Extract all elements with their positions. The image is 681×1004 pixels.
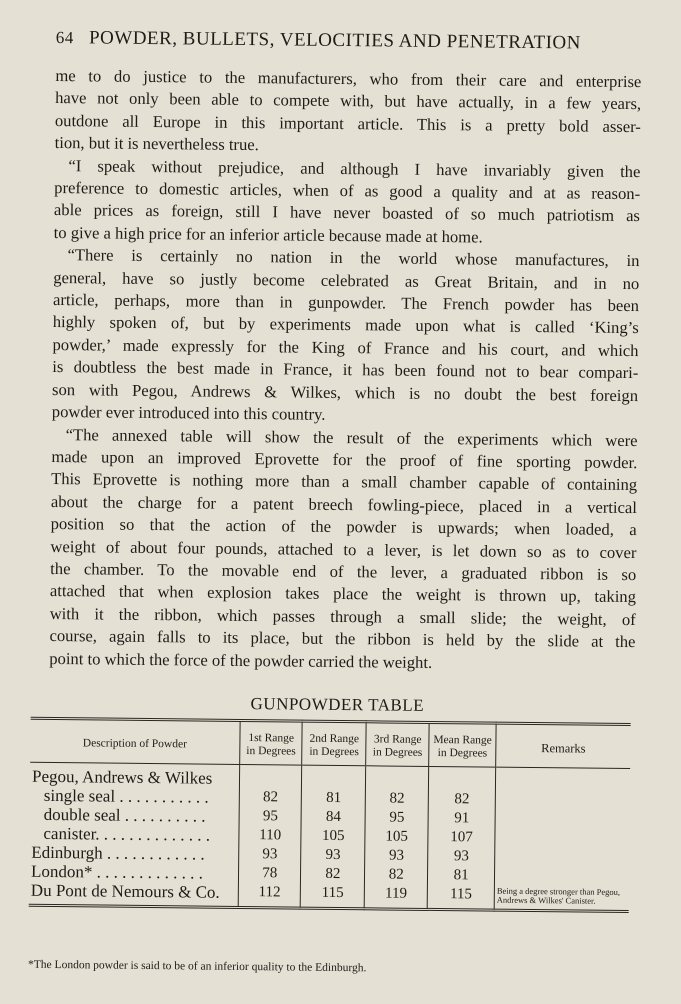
row-label: double seal . . . . . . . . . .: [43, 804, 206, 826]
column-header: Description of Powder: [30, 718, 240, 764]
row-label: London* . . . . . . . . . . . . .: [30, 861, 204, 883]
paragraph: [52, 244, 640, 429]
text-line: about the charge for a patent breech fowling-piece, placed in a vertical: [50, 491, 637, 517]
table-cell: 84: [325, 808, 342, 826]
gunpowder-table: [29, 717, 631, 913]
table-cell: 82: [262, 789, 279, 806]
text-line: “There is certainly no nation in the world whose manufactures, in: [67, 245, 640, 271]
text-line: point to which the force of the powder carried the weight.: [49, 648, 433, 672]
table-cell: 81: [453, 867, 469, 884]
text-line: me to do justice to the manufacturers, who from their care and enterprise: [55, 65, 642, 92]
column-header: 3rd Range in Degrees: [366, 722, 430, 767]
column-header: 2nd Range in Degrees: [302, 721, 366, 766]
text-line: This Eprovette is nothing more than a small chamber capable of containing: [51, 469, 638, 495]
table-cell: 81: [326, 789, 342, 807]
table-cell: 93: [453, 848, 469, 865]
table-title: GUNPOWDER TABLE: [250, 694, 425, 715]
row-label: canister. . . . . . . . . . . . . .: [43, 823, 211, 845]
text-line: is doubtless the best made in France, it has been found not to bear compari-: [52, 357, 639, 383]
range-column: [427, 766, 495, 910]
table-cell: 115: [321, 884, 344, 902]
text-line: attached that when explosion takes place the weight is thrown up, taking: [49, 581, 637, 607]
text-line: outdone all Europe in this important article. This is a pretty bold asser-: [54, 110, 641, 136]
table-cell: 93: [262, 846, 278, 863]
range-column: [364, 766, 429, 910]
text-line: preference to domestic articles, when of as good a quality and at as reason-: [54, 178, 641, 204]
text-line: made upon an improved Eprovette for the proof of fine sporting powder.: [51, 446, 638, 473]
range-column: [238, 764, 302, 908]
page-number: 64: [55, 27, 74, 48]
table-cell: 78: [262, 865, 278, 882]
text-line: course, again falls to its place, but the ribbon is held by the slide at the: [49, 626, 636, 652]
text-line: tion, but it is nevertheless true.: [54, 133, 259, 155]
remarks-cell: Being a degree stronger than Pegou, Andrews & Wilkes' Canister.: [494, 767, 630, 911]
table-cell: 105: [385, 828, 409, 845]
running-title: POWDER, BULLETS, VELOCITIES AND PENETRATION: [88, 27, 582, 54]
running-header: [56, 27, 656, 55]
table-cell: 110: [259, 827, 282, 844]
table-cell: 82: [325, 865, 341, 883]
table-cell: 115: [449, 886, 473, 903]
text-line: “I speak without prejudice, and although I have invariably given the: [68, 155, 641, 181]
paragraph: [54, 155, 641, 251]
text-line: position so that the action of the powder is upwards; when loaded, a: [50, 514, 637, 540]
text-line: the chamber. To the movable end of the lever, a graduated ribbon is so: [50, 558, 637, 585]
row-label: single seal . . . . . . . . . . .: [43, 785, 209, 807]
text-line: general, have so justly become celebrated as Great Britain, and in no: [53, 267, 640, 293]
text-line: son with Pegou, Andrews & Wilkes, which is no doubt the best foreign: [51, 379, 639, 405]
table-cell: 82: [388, 866, 404, 883]
text-line: article, perhaps, more than in gunpowder. The French powder has been: [52, 290, 640, 316]
paragraph: [55, 65, 642, 161]
text-line: weight of about four pounds, attached to a lever, is let down so as to cover: [50, 536, 637, 562]
table-cell: 82: [454, 791, 470, 808]
table-cell: 95: [389, 809, 405, 826]
table-cell: 107: [450, 829, 473, 846]
text-line: able prices as foreign, still I have never boasted of so much patriotism as: [53, 200, 641, 226]
table-cell: 93: [325, 846, 341, 864]
text-line: “The annexed table will show the result of the experiments which were: [65, 424, 638, 450]
table-cell: 82: [389, 790, 405, 807]
table-cell: 105: [321, 827, 345, 845]
column-header: 1st Range in Degrees: [240, 720, 303, 765]
text-line: have not only been able to compete with, but have actually, in a few years,: [55, 88, 642, 114]
row-label: Edinburgh . . . . . . . . . . . .: [31, 842, 205, 864]
group-label: Pegou, Andrews & Wilkes: [31, 766, 213, 788]
description-column: [29, 762, 240, 907]
text-line: with it the ribbon, which passes through a small slide; the weight, of: [49, 603, 636, 629]
column-header: Remarks: [496, 723, 631, 768]
table-cell: 119: [385, 885, 408, 902]
text-line: powder ever introduced into this country.: [51, 402, 326, 424]
text-line: to give a high price for an inferior article because made at home.: [53, 222, 483, 247]
text-line: highly spoken of, but by experiments made upon what is called ‘King’s: [52, 312, 639, 338]
column-header: Mean Range in Degrees: [429, 722, 496, 767]
paragraph: [49, 423, 638, 676]
range-column: [301, 765, 366, 909]
text-line: powder,’ made expressly for the King of France and his court, and which: [52, 334, 639, 360]
body-text: [49, 65, 641, 676]
table-cell: 95: [262, 808, 278, 825]
table-cell: 91: [454, 810, 470, 827]
table-cell: 93: [388, 847, 405, 864]
row-label: Du Pont de Nemours & Co.: [30, 880, 220, 902]
footnote: *The London powder is said to be of an inferior quality to the Edinburgh.: [28, 958, 367, 975]
table-cell: 112: [258, 884, 281, 901]
